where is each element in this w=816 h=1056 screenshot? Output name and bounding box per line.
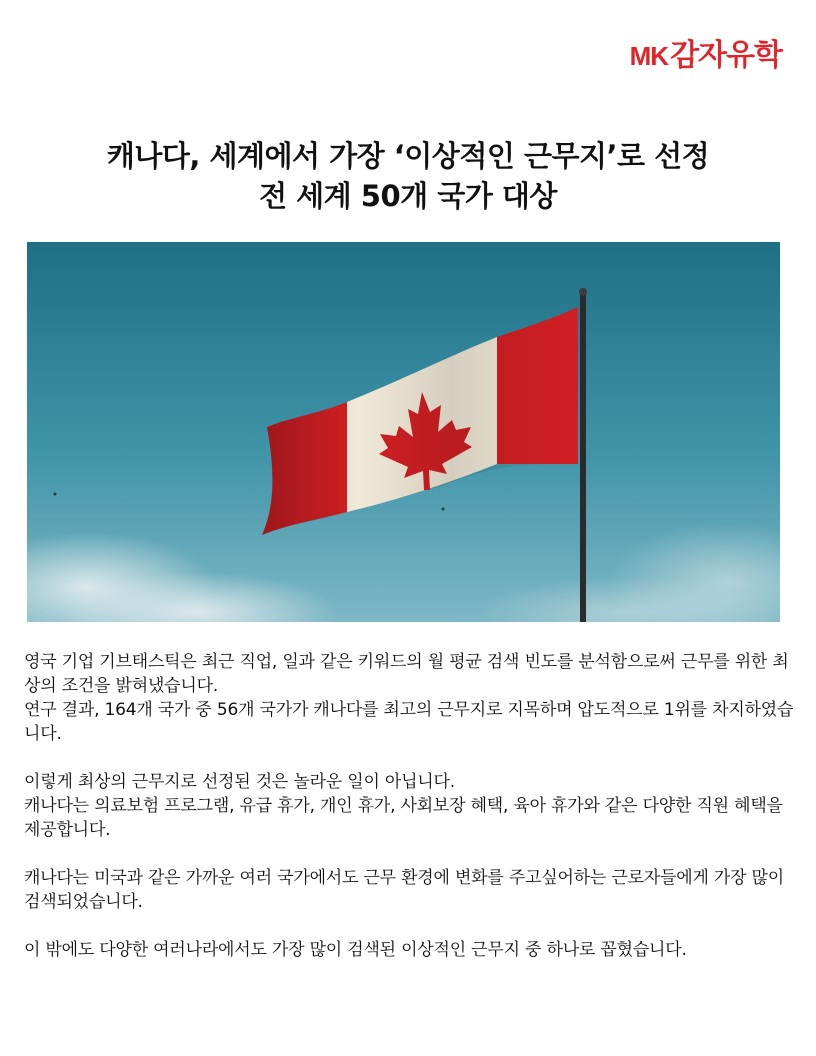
mk-gamja-logo	[630, 30, 782, 74]
article-body	[24, 650, 794, 986]
article-paragraph	[24, 938, 794, 962]
paragraph-line: 캐나다는 의료보험 프로그램, 유급 휴가, 개인 휴가, 사회보장 혜택, 육아 휴가와 같은 다양한 직원 혜택을 제공합니다.	[24, 796, 783, 840]
paragraph-line: 연구 결과, 164개 국가 중 56개 국가가 캐나다를 최고의 근무지로 지목하며 압도적으로 1위를 차지하였습니다.	[24, 700, 794, 744]
article-paragraph	[24, 650, 794, 746]
article-title	[0, 136, 816, 216]
title-line-2: 전 세계 50개 국가 대상	[259, 179, 557, 213]
logo-brand: 감자유학	[670, 38, 782, 73]
paragraph-line: 캐나다는 미국과 같은 가까운 여러 국가에서도 근무 환경에 변화를 주고싶어하는 근로자들에게 가장 많이 검색되었습니다.	[24, 868, 784, 912]
hero-image-canada-flag	[27, 242, 780, 622]
paragraph-line: 이 밖에도 다양한 여러나라에서도 가장 많이 검색된 이상적인 근무지 중 하나로 꼽혔습니다.	[24, 940, 687, 960]
article-paragraph	[24, 770, 794, 842]
paragraph-line: 영국 기업 기브태스틱은 최근 직업, 일과 같은 키워드의 월 평균 검색 빈도를 분석함으로써 근무를 위한 최상의 조건을 밝혀냈습니다.	[24, 652, 789, 696]
logo-mk: MK	[629, 41, 669, 71]
title-line-1: 캐나다, 세계에서 가장 ‘이상적인 근무지’로 선정	[106, 139, 710, 173]
article-paragraph	[24, 866, 794, 914]
paragraph-line: 이렇게 최상의 근무지로 선정된 것은 놀라운 일이 아닙니다.	[24, 772, 455, 792]
